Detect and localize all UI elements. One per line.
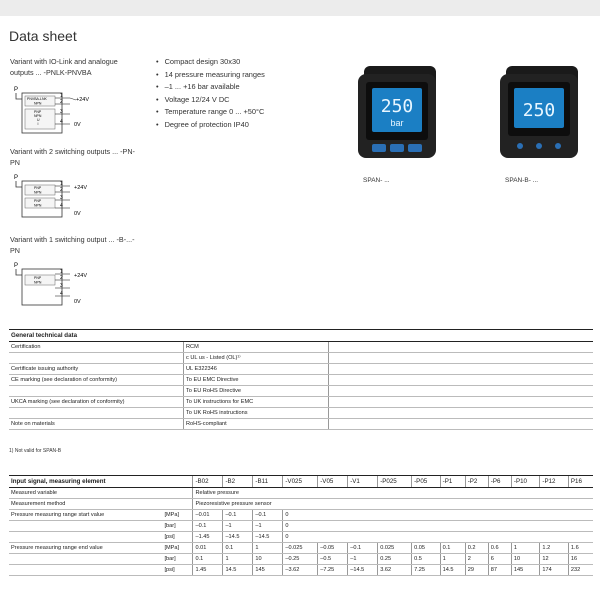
feature-item: • Degree of protection IP40 xyxy=(156,119,265,132)
table-cell: UL E322346 xyxy=(184,364,329,375)
table-cell: Relative pressure xyxy=(193,488,593,499)
table-cell: RCM xyxy=(184,342,329,353)
table-cell: -P12 xyxy=(540,476,569,488)
product-image-span xyxy=(328,64,448,174)
table-cell: -P2 xyxy=(465,476,488,488)
table-cell: –14.5 xyxy=(223,532,253,543)
pin-label: 2 xyxy=(60,275,63,281)
table-cell: –0.1 xyxy=(348,543,378,554)
table-cell: c UL us - Listed (OL)¹⁾ xyxy=(184,353,329,364)
table-cell xyxy=(9,532,162,543)
table-row xyxy=(9,353,593,364)
table-row xyxy=(9,532,593,543)
feature-item: • Temperature range 0 ... +50°C xyxy=(156,106,265,119)
display-value: 250 xyxy=(522,100,556,121)
table-cell: –0.1 xyxy=(253,510,283,521)
table-cell: -P6 xyxy=(488,476,511,488)
table-cell: 14.5 xyxy=(440,565,465,576)
table-cell: 1 xyxy=(223,554,253,565)
table-cell: –1 xyxy=(348,554,378,565)
table-cell: 0.2 xyxy=(465,543,488,554)
table-cell: 145 xyxy=(253,565,283,576)
box-line: NPN xyxy=(34,114,42,118)
table-cell: -B02 xyxy=(193,476,223,488)
variant-label-pn: Variant with 2 switching outputs ... -PN-PN xyxy=(10,147,135,167)
table-cell: -V025 xyxy=(283,476,318,488)
product-caption: SPAN- ... xyxy=(363,177,390,184)
table-cell: –0.01 xyxy=(193,510,223,521)
table-cell: -V05 xyxy=(318,476,348,488)
table-cell: –14.5 xyxy=(253,532,283,543)
table-row xyxy=(9,342,593,353)
table-cell: –1 xyxy=(223,521,253,532)
pin-label: 1 xyxy=(60,269,63,275)
box-line: PNP xyxy=(34,186,42,190)
table-cell: 1.2 xyxy=(540,543,569,554)
table-cell: 0.1 xyxy=(193,554,223,565)
table-cell xyxy=(329,386,594,397)
table-cell xyxy=(329,342,594,353)
table-cell: 0.6 xyxy=(488,543,511,554)
pin-label: 4 xyxy=(60,291,63,297)
table-cell xyxy=(329,364,594,375)
table-cell: Measured variable xyxy=(9,488,193,499)
table-cell xyxy=(329,397,594,408)
product-image-span-b xyxy=(470,64,590,174)
table-cell: –1 xyxy=(253,521,283,532)
table-cell: Piezoresistive pressure sensor xyxy=(193,499,593,510)
table-cell: 16 xyxy=(568,554,593,565)
table-cell: –0.05 xyxy=(318,543,348,554)
table-cell: -B11 xyxy=(253,476,283,488)
feature-item: • –1 ... +16 bar available xyxy=(156,81,265,94)
table-cell: –0.25 xyxy=(283,554,318,565)
table-row xyxy=(9,565,593,576)
table-cell xyxy=(9,386,184,397)
table-cell: Measurement method xyxy=(9,499,193,510)
pin-label: 1 xyxy=(60,93,63,99)
table-cell: 14.5 xyxy=(223,565,253,576)
p-label: P xyxy=(14,175,19,181)
table-cell: 0.025 xyxy=(378,543,412,554)
box-line: NPN xyxy=(34,190,42,195)
table-cell: 1 xyxy=(511,543,540,554)
table-row xyxy=(9,330,593,342)
table-cell: –3.62 xyxy=(283,565,318,576)
table-cell: 0.25 xyxy=(378,554,412,565)
table-cell: –0.1 xyxy=(193,521,223,532)
top-bar xyxy=(0,0,600,16)
footnote: 1) Not valid for SPAN-B xyxy=(9,448,62,454)
pin-label: 2 xyxy=(60,187,63,193)
table-cell: -B2 xyxy=(223,476,253,488)
table-cell: 0.5 xyxy=(412,554,441,565)
table-cell: 174 xyxy=(540,565,569,576)
table-cell: 7.25 xyxy=(412,565,441,576)
pin-label: 1 xyxy=(60,181,63,187)
table-cell: 29 xyxy=(465,565,488,576)
table-cell: 2 xyxy=(465,554,488,565)
table-cell: 1.45 xyxy=(193,565,223,576)
table-cell: -P1 xyxy=(440,476,465,488)
schematic-b xyxy=(10,260,120,310)
table-cell: 1.6 xyxy=(568,543,593,554)
table-cell: 145 xyxy=(511,565,540,576)
table-cell: Certification xyxy=(9,342,184,353)
voltage-24v: +24V xyxy=(74,185,87,191)
table-cell: To UK instructions for EMC xyxy=(184,397,329,408)
table-cell: 6 xyxy=(488,554,511,565)
feature-item: • Voltage 12/24 V DC xyxy=(156,94,265,107)
input-signal-table xyxy=(9,475,593,576)
voltage-0v: 0V xyxy=(74,299,81,305)
box-line: PNVBA-LNK xyxy=(27,97,47,101)
table-cell: -P05 xyxy=(412,476,441,488)
table-cell: 0 xyxy=(283,532,593,543)
table-cell xyxy=(329,408,594,419)
table-cell: 0 xyxy=(283,510,593,521)
table-cell: 0.1 xyxy=(440,543,465,554)
box-line: NPN xyxy=(34,280,42,285)
box-line: NPN xyxy=(34,203,42,208)
table-cell: [bar] xyxy=(162,554,193,565)
table-row xyxy=(9,386,593,397)
table-cell: To EU EMC Directive xyxy=(184,375,329,386)
table-cell: 0.1 xyxy=(223,543,253,554)
table-cell: –0.5 xyxy=(318,554,348,565)
table-cell: 0 xyxy=(283,521,593,532)
table-cell: [psi] xyxy=(162,565,193,576)
voltage-0v: 0V xyxy=(74,122,81,128)
table-cell xyxy=(329,353,594,364)
feature-list xyxy=(156,56,265,132)
pin-label: 4 xyxy=(60,203,63,209)
variant-label-pnlk: Variant with IO-Link and analogue outputs ... -PNLK-PNVBA xyxy=(10,57,118,77)
box-line: U xyxy=(37,118,40,122)
pin-label: 3 xyxy=(60,109,63,115)
table-cell: –14.5 xyxy=(348,565,378,576)
table-cell xyxy=(9,521,162,532)
table-row xyxy=(9,554,593,565)
table-row xyxy=(9,543,593,554)
table-cell: –1.45 xyxy=(193,532,223,543)
box-line: NPN xyxy=(34,101,42,106)
general-technical-data-table xyxy=(9,329,593,430)
table-row xyxy=(9,488,593,499)
table-cell: Certificate issuing authority xyxy=(9,364,184,375)
table-row xyxy=(9,397,593,408)
table-cell: 1 xyxy=(440,554,465,565)
table-cell xyxy=(9,408,184,419)
table-cell: 232 xyxy=(568,565,593,576)
table-cell: -V1 xyxy=(348,476,378,488)
page-title: Data sheet xyxy=(9,28,77,44)
pin-label: 3 xyxy=(60,195,63,201)
variant-label-b: Variant with 1 switching output ... -B-...-PN xyxy=(10,235,135,255)
section-header: Input signal, measuring element xyxy=(9,476,193,488)
table-cell: 12 xyxy=(540,554,569,565)
table-cell: 1 xyxy=(253,543,283,554)
table-cell: 0.01 xyxy=(193,543,223,554)
table-cell: [MPa] xyxy=(162,510,193,521)
table-row xyxy=(9,364,593,375)
table-cell: [bar] xyxy=(162,521,193,532)
table-cell: P16 xyxy=(568,476,593,488)
product-caption: SPAN-B- ... xyxy=(505,177,539,184)
schematic-pnlk xyxy=(10,84,120,136)
table-cell: [psi] xyxy=(162,532,193,543)
pin-label: 2 xyxy=(60,99,63,105)
table-cell: 3.62 xyxy=(378,565,412,576)
table-row xyxy=(9,476,593,488)
table-cell xyxy=(9,554,162,565)
table-cell: 0.05 xyxy=(412,543,441,554)
p-label: P xyxy=(14,87,19,93)
p-label: P xyxy=(14,263,19,269)
table-cell: 10 xyxy=(253,554,283,565)
voltage-24v: +24V xyxy=(76,97,89,103)
table-cell: To UK RoHS instructions xyxy=(184,408,329,419)
table-cell: RoHS-compliant xyxy=(184,419,329,430)
table-cell: [MPa] xyxy=(162,543,193,554)
table-cell: Pressure measuring range end value xyxy=(9,543,162,554)
pin-label: 4 xyxy=(60,119,63,125)
feature-item: • Compact design 30x30 xyxy=(156,56,265,69)
feature-item: • 14 pressure measuring ranges xyxy=(156,69,265,82)
display-unit: bar xyxy=(390,118,404,128)
table-cell: UKCA marking (see declaration of conformity) xyxy=(9,397,184,408)
table-cell: -P10 xyxy=(511,476,540,488)
table-row xyxy=(9,510,593,521)
box-line: I xyxy=(37,122,39,126)
table-cell: –0.1 xyxy=(223,510,253,521)
table-cell: –7.25 xyxy=(318,565,348,576)
pin-label: 3 xyxy=(60,283,63,289)
table-row xyxy=(9,408,593,419)
table-cell: Pressure measuring range start value xyxy=(9,510,162,521)
table-cell: 87 xyxy=(488,565,511,576)
box-line: PNP xyxy=(34,199,42,203)
table-cell xyxy=(9,565,162,576)
table-cell: 10 xyxy=(511,554,540,565)
table-row xyxy=(9,521,593,532)
table-cell: To EU RoHS Directive xyxy=(184,386,329,397)
table-row xyxy=(9,499,593,510)
display-value: 250 xyxy=(380,96,414,117)
table-row xyxy=(9,375,593,386)
table-cell: Note on materials xyxy=(9,419,184,430)
table-cell: -P025 xyxy=(378,476,412,488)
box-line: PNP xyxy=(34,110,42,114)
table-row xyxy=(9,419,593,430)
schematic-pn xyxy=(10,172,120,222)
table-cell xyxy=(9,353,184,364)
voltage-0v: 0V xyxy=(74,211,81,217)
table-cell xyxy=(329,375,594,386)
section-header: General technical data xyxy=(9,330,593,342)
table-cell xyxy=(329,419,594,430)
box-line: PNP xyxy=(34,276,42,280)
voltage-24v: +24V xyxy=(74,273,87,279)
table-cell: CE marking (see declaration of conformity) xyxy=(9,375,184,386)
table-cell: –0.025 xyxy=(283,543,318,554)
